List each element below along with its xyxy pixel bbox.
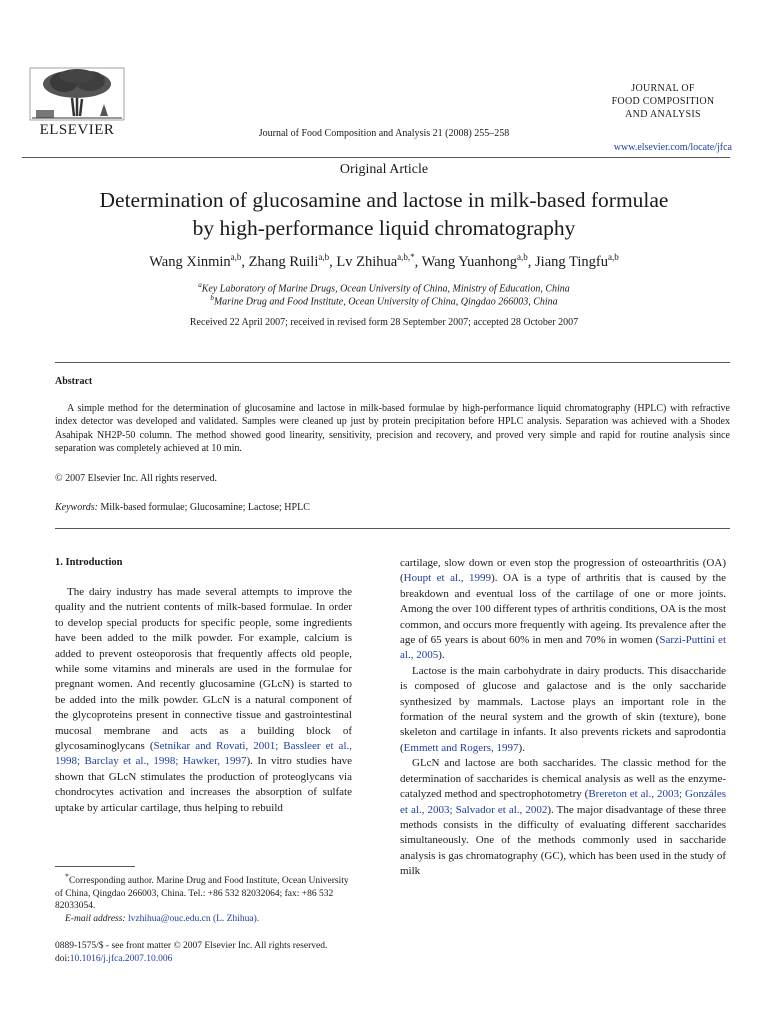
- author-affiliation-mark: a,b: [318, 252, 330, 262]
- right-column-body: [400, 556, 726, 880]
- paragraph-text: ).: [438, 649, 445, 662]
- footnote-email-line: [55, 913, 352, 926]
- author-affiliation-mark: a,b: [607, 252, 619, 262]
- paragraph-text: cartilage, slow down or even stop the progression of osteoarthritis (OA) (: [400, 557, 726, 585]
- journal-name-line: AND ANALYSIS: [625, 109, 701, 120]
- author-list: [0, 252, 768, 271]
- paragraph-text: ).: [518, 741, 525, 754]
- author-name: Jiang Tingfu: [535, 253, 608, 270]
- author-name: Lv Zhihua: [336, 253, 398, 270]
- body-paragraph: [400, 556, 726, 664]
- journal-name-line: JOURNAL OF: [631, 83, 695, 94]
- abstract-top-divider: [55, 362, 730, 363]
- left-column-body: [55, 585, 352, 816]
- corresponding-author-footnote: [55, 871, 352, 925]
- author-affiliation-mark: a,b: [517, 252, 528, 262]
- header-divider: [22, 157, 730, 158]
- author-name: Zhang Ruili: [248, 253, 319, 270]
- citation-link[interactable]: Sarzi-Puttini et al., 2005: [400, 634, 726, 662]
- paragraph-text: ). In vitro studies have shown that GLcN stimulates the production of proteoglycans via chondrocytes activation and increases the absorption of sulfate uptake by articular cartilage, thus helping to rebuild: [55, 755, 352, 814]
- footnote-corresponding: Corresponding author. Marine Drug and Food Institute, Ocean University of China, Qingdao 266003, China. Tel.: +86 532 82032064; fax: +86 532 82033054.: [55, 876, 349, 912]
- title-line: Determination of glucosamine and lactose in milk-based formulae: [99, 188, 669, 212]
- paragraph-text: ). The major disadvantage of these three methods consists in the difficulty of evaluating different saccharides simultaneously. One of the methods commonly used in saccharide analysis is gas chromatography (GC), which has been used in the study of milk: [400, 803, 726, 878]
- journal-reference: Journal of Food Composition and Analysis 21 (2008) 255–258: [258, 128, 510, 139]
- received-dates: Received 22 April 2007; received in revised form 28 September 2007; accepted 28 October 2007: [189, 317, 579, 328]
- article-title: [40, 186, 728, 242]
- citation-link[interactable]: Setnikar and Rovati, 2001; Bassleer et al., 1998; Barclay et al., 1998; Hawker, 1997: [55, 740, 352, 768]
- abstract-heading: Abstract: [55, 376, 93, 387]
- affiliation-text: Key Laboratory of Marine Drugs, Ocean University of China, Ministry of Education, China: [201, 283, 570, 295]
- abstract-bottom-divider: [55, 528, 730, 529]
- body-paragraph: [400, 664, 726, 756]
- doi-line: [55, 953, 327, 966]
- footnote-star: *: [65, 872, 69, 881]
- body-paragraph: [55, 585, 352, 816]
- body-paragraph: [400, 756, 726, 879]
- author-separator: ,: [329, 253, 337, 270]
- doi-label: doi:: [55, 953, 70, 964]
- author-affiliation-mark: a,b: [230, 252, 242, 262]
- affiliation-a: [0, 281, 768, 294]
- author-name: Wang Xinmin: [149, 253, 231, 270]
- journal-name: [598, 82, 728, 121]
- author-name: Wang Yuanhong: [421, 253, 518, 270]
- article-type: Original Article: [339, 162, 429, 177]
- footnote-text: [55, 871, 352, 913]
- section-heading: 1. Introduction: [55, 557, 123, 568]
- paragraph-text: The dairy industry has made several attempts to improve the quality and the nutrient contents of milk-based formulae. In order to develop special products for specific people, some ingredients have been added to the milk powder. For example, calcium is added to prevent osteoporosis that frequently affects old people, while some vitamins and minerals are used in the formulae for pregnant women. And recently glucosamine (GLcN) is started to be added into the milk powder. GLcN is a natural component of the glycoproteins present in connective tissue and gastrointestinal mucosal membrane and acts as a building block of glycosaminoglycans (: [55, 586, 352, 753]
- doi-link[interactable]: 10.1016/j.jfca.2007.10.006: [69, 953, 173, 964]
- author-affiliation-mark: a,b,*: [397, 252, 415, 262]
- affiliation-text: Marine Drug and Food Institute, Ocean University of China, Qingdao 266003, China: [213, 296, 558, 308]
- affiliation-b: [0, 294, 768, 307]
- abstract-text: A simple method for the determination of glucosamine and lactose in milk-based formulae by high-performance liquid chromatography (HPLC) with refractive index detector was developed and validated. Samples were cleaned up just by protein precipitation before HPLC analysis. Separation was achieved with a Shodex Asahipak NH2P-50 column. The method showed good linearity, sensitivity, precision and recovery, and proved very simple and rapid for routine analysis since separation was completely achieved at 10 min.: [55, 403, 730, 454]
- citation-link[interactable]: Emmett and Rogers, 1997: [403, 741, 519, 754]
- issn-line: 0889-1575/$ - see front matter © 2007 Elsevier Inc. All rights reserved.: [55, 941, 328, 951]
- journal-url-link[interactable]: www.elsevier.com/locate/jfca: [613, 142, 732, 153]
- author-separator: ,: [241, 253, 249, 270]
- keywords: [55, 502, 310, 513]
- title-line: by high-performance liquid chromatography: [192, 216, 576, 240]
- author-separator: ,: [414, 253, 422, 270]
- abstract-copyright: © 2007 Elsevier Inc. All rights reserved.: [55, 473, 218, 484]
- paragraph-text: Lactose is the main carbohydrate in dairy products. This disaccharide is composed of glucose and galactose and is the only saccharide synthesized by mammals. Lactose plays an important role in the formation of the neural system and the growth of skin (texture), bone skeleton and cartilage in infants. It also prevents rickets and saprodontia (: [400, 664, 726, 754]
- citation-link[interactable]: Brereton et al., 2003; Gonzáles et al., 2003; Salvador et al., 2002: [400, 788, 726, 816]
- citation-link[interactable]: Houpt et al., 1999: [403, 572, 492, 585]
- paragraph-text: ). OA is a type of arthritis that is caused by the breakdown and eventual loss of the cartilage of one or more joints. Among the over 100 different types of arthritis conditions, OA is the most common, and occurs more frequently with ageing. Its prevalence after the age of 65 years is about 60% in men and 70% in women (: [400, 572, 726, 647]
- publisher-name: ELSEVIER: [39, 122, 115, 138]
- keywords-text: Milk-based formulae; Glucosamine; Lactose; HPLC: [100, 502, 310, 513]
- affiliation-mark: a: [198, 281, 202, 289]
- keywords-label: Keywords:: [55, 502, 98, 513]
- email-label: E-mail address:: [65, 913, 126, 924]
- journal-name-line: FOOD COMPOSITION: [611, 96, 715, 107]
- paragraph-text: GLcN and lactose are both saccharides. The classic method for the determination of saccharides is chemical analysis as well as the enzyme-catalyzed method and spectrophotometry (: [400, 757, 726, 801]
- affiliation-mark: b: [210, 294, 214, 302]
- footnote-divider: [55, 866, 135, 867]
- email-link[interactable]: lvzhihua@ouc.edu.cn (L. Zhihua).: [127, 913, 260, 924]
- author-separator: ,: [527, 253, 536, 270]
- front-matter: [55, 940, 327, 965]
